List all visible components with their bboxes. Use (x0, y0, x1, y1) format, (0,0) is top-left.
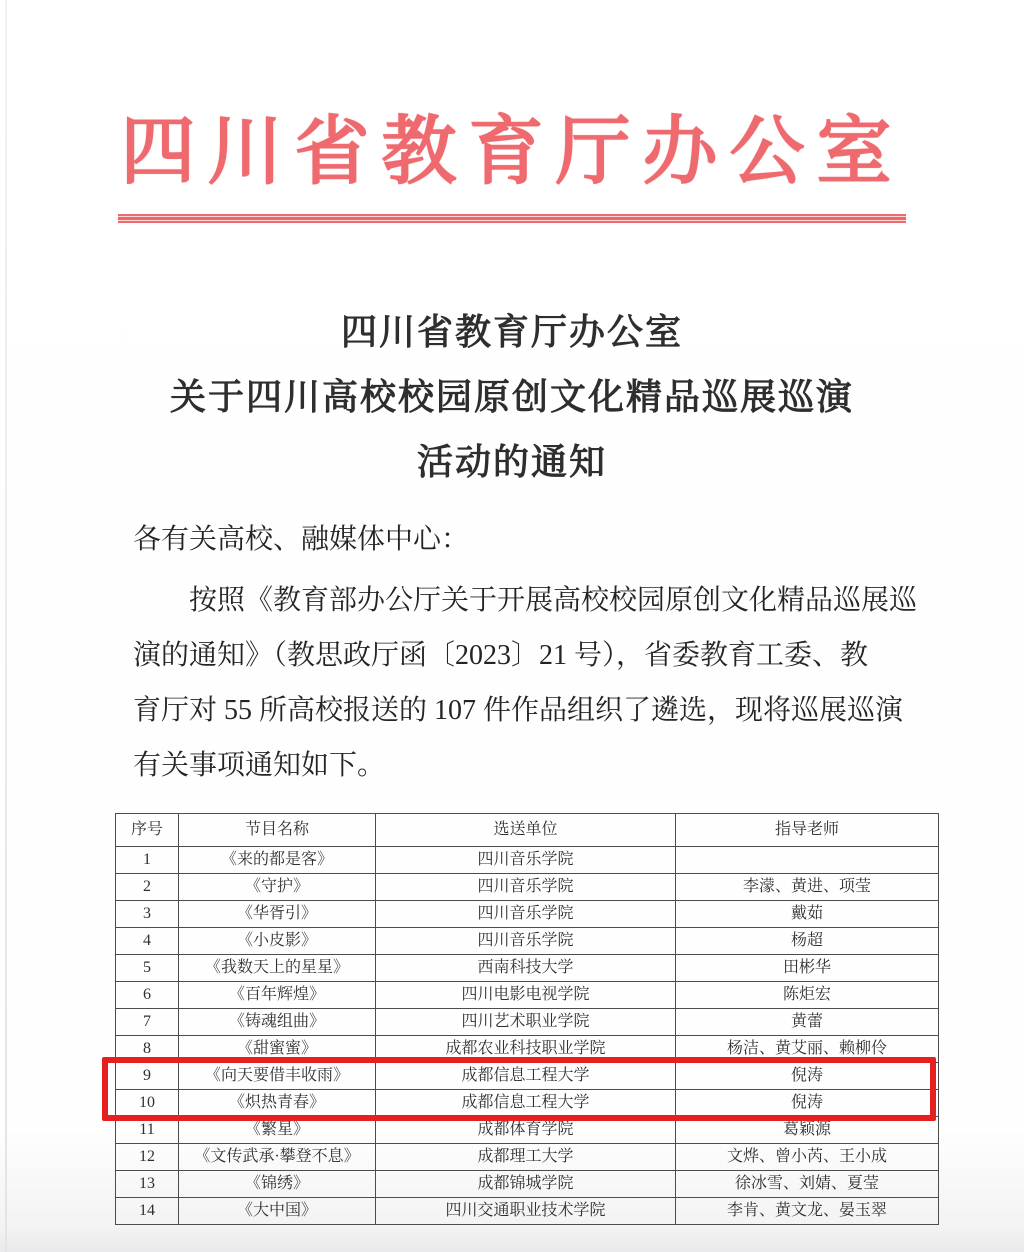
cell-program: 《华胥引》 (179, 901, 376, 928)
cell-unit: 成都理工大学 (376, 1144, 676, 1171)
cell-program: 《大中国》 (179, 1198, 376, 1225)
table-header-row (116, 814, 939, 847)
document-title (0, 300, 1024, 495)
body-paragraph-line: 有关事项通知如下。 (133, 750, 386, 781)
table-row (116, 982, 939, 1009)
body-paragraph-line: 育厅对 55 所高校报送的 107 件作品组织了遴选，现将巡展巡演 (133, 695, 904, 726)
cell-unit: 四川交通职业技术学院 (376, 1198, 676, 1225)
column-header-unit: 选送单位 (376, 814, 676, 847)
cell-teachers: 李濛、黄进、项莹 (676, 874, 939, 901)
cell-unit: 成都锦城学院 (376, 1171, 676, 1198)
cell-teachers: 徐冰雪、刘婧、夏莹 (676, 1171, 939, 1198)
cell-unit: 四川艺术职业学院 (376, 1009, 676, 1036)
cell-no: 13 (116, 1171, 179, 1198)
body-paragraph-line: 演的通知》（教思政厅函〔2023〕21 号），省委教育工委、教 (133, 640, 869, 671)
table-row (116, 1144, 939, 1171)
cell-unit: 四川音乐学院 (376, 928, 676, 955)
cell-no: 14 (116, 1198, 179, 1225)
cell-program: 《文传武承·攀登不息》 (179, 1144, 376, 1171)
document-title-line-2: 关于四川高校校园原创文化精品巡展巡演 (169, 377, 854, 417)
cell-unit: 成都信息工程大学 (376, 1063, 676, 1090)
cell-program: 《繁星》 (179, 1117, 376, 1144)
letterhead-rule (118, 214, 906, 223)
letterhead-title: 四川省教育厅办公室 (120, 111, 904, 194)
cell-unit: 成都农业科技职业学院 (376, 1036, 676, 1063)
cell-unit: 成都体育学院 (376, 1117, 676, 1144)
program-table-container (115, 813, 938, 1225)
cell-teachers: 杨超 (676, 928, 939, 955)
table-row (116, 1036, 939, 1063)
table-row (116, 874, 939, 901)
cell-program: 《守护》 (179, 874, 376, 901)
cell-unit: 四川音乐学院 (376, 901, 676, 928)
cell-teachers: 陈炬宏 (676, 982, 939, 1009)
cell-no: 10 (116, 1090, 179, 1117)
document-title-line-3: 活动的通知 (416, 442, 607, 482)
column-header-program: 节目名称 (179, 814, 376, 847)
cell-teachers: 戴茹 (676, 901, 939, 928)
cell-no: 7 (116, 1009, 179, 1036)
cell-program: 《百年辉煌》 (179, 982, 376, 1009)
cell-program: 《甜蜜蜜》 (179, 1036, 376, 1063)
cell-unit: 西南科技大学 (376, 955, 676, 982)
cell-program: 《向天要借丰收雨》 (179, 1063, 376, 1090)
table-row (116, 1063, 939, 1090)
table-row (116, 1198, 939, 1225)
cell-no: 3 (116, 901, 179, 928)
column-header-index: 序号 (116, 814, 179, 847)
table-row (116, 901, 939, 928)
cell-no: 12 (116, 1144, 179, 1171)
cell-unit: 四川音乐学院 (376, 874, 676, 901)
cell-program: 《来的都是客》 (179, 847, 376, 874)
table-row (116, 1009, 939, 1036)
cell-no: 2 (116, 874, 179, 901)
program-table (115, 813, 939, 1225)
salutation: 各有关高校、融媒体中心： (133, 524, 470, 555)
cell-program: 《我数天上的星星》 (179, 955, 376, 982)
table-row (116, 928, 939, 955)
cell-program: 《锦绣》 (179, 1171, 376, 1198)
cell-teachers: 倪涛 (676, 1090, 939, 1117)
body-paragraph-line: 按照《教育部办公厅关于开展高校校园原创文化精品巡展巡 (189, 585, 918, 616)
cell-no: 8 (116, 1036, 179, 1063)
cell-teachers: 黄蕾 (676, 1009, 939, 1036)
cell-teachers: 李肯、黄文龙、晏玉翠 (676, 1198, 939, 1225)
document-body (133, 512, 923, 793)
cell-unit: 成都信息工程大学 (376, 1090, 676, 1117)
table-row (116, 1090, 939, 1117)
cell-no: 9 (116, 1063, 179, 1090)
cell-teachers: 杨洁、黄艾丽、赖柳伶 (676, 1036, 939, 1063)
cell-no: 11 (116, 1117, 179, 1144)
cell-no: 1 (116, 847, 179, 874)
cell-program: 《炽热青春》 (179, 1090, 376, 1117)
column-header-teachers: 指导老师 (676, 814, 939, 847)
cell-no: 6 (116, 982, 179, 1009)
cell-teachers: 文烨、曾小芮、王小成 (676, 1144, 939, 1171)
cell-teachers: 葛颖源 (676, 1117, 939, 1144)
cell-teachers: 田彬华 (676, 955, 939, 982)
document-title-line-1: 四川省教育厅办公室 (340, 312, 683, 352)
table-row (116, 1171, 939, 1198)
cell-program: 《铸魂组曲》 (179, 1009, 376, 1036)
cell-teachers (676, 847, 939, 874)
table-row (116, 955, 939, 982)
table-row (116, 1117, 939, 1144)
cell-teachers: 倪涛 (676, 1063, 939, 1090)
table-row (116, 847, 939, 874)
cell-no: 5 (116, 955, 179, 982)
cell-program: 《小皮影》 (179, 928, 376, 955)
cell-unit: 四川电影电视学院 (376, 982, 676, 1009)
cell-no: 4 (116, 928, 179, 955)
cell-unit: 四川音乐学院 (376, 847, 676, 874)
